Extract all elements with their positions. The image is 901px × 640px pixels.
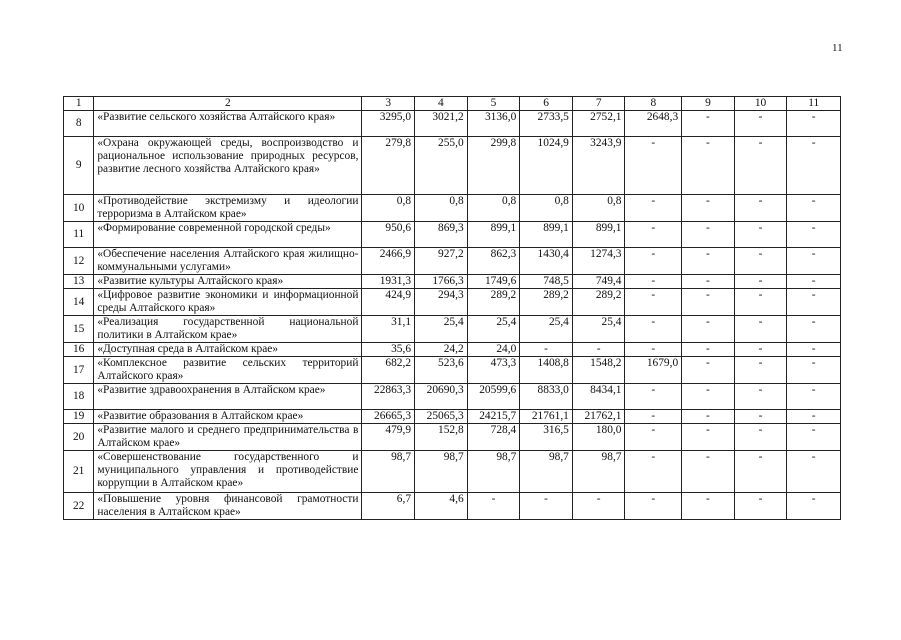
row-number: 10: [64, 195, 94, 222]
value-cell: -: [734, 289, 787, 316]
value-cell: 473,3: [467, 357, 520, 384]
table-row: [64, 451, 841, 493]
table-row: [64, 111, 841, 137]
value-cell: 35,6: [362, 343, 415, 357]
value-cell: 255,0: [415, 137, 468, 195]
header-row: [64, 97, 841, 111]
value-cell: 2648,3: [625, 111, 682, 137]
header-cell: 1: [64, 97, 94, 111]
value-cell: -: [787, 424, 841, 451]
value-cell: 98,7: [362, 451, 415, 493]
value-cell: 1408,8: [520, 357, 573, 384]
value-cell: 0,8: [415, 195, 468, 222]
value-cell: 25,4: [572, 316, 625, 343]
table-row: [64, 222, 841, 248]
value-cell: -: [625, 316, 682, 343]
value-cell: 289,2: [467, 289, 520, 316]
value-cell: 899,1: [520, 222, 573, 248]
header-cell: 9: [682, 97, 735, 111]
program-name: «Противодействие экстремизму и идеологии терроризма в Алтайском крае»: [94, 195, 362, 222]
value-cell: -: [734, 451, 787, 493]
value-cell: -: [625, 222, 682, 248]
value-cell: -: [787, 451, 841, 493]
value-cell: -: [625, 424, 682, 451]
value-cell: -: [625, 410, 682, 424]
value-cell: 424,9: [362, 289, 415, 316]
value-cell: 294,3: [415, 289, 468, 316]
value-cell: 3295,0: [362, 111, 415, 137]
header-cell: 8: [625, 97, 682, 111]
value-cell: -: [787, 289, 841, 316]
value-cell: -: [734, 343, 787, 357]
row-number: 19: [64, 410, 94, 424]
value-cell: 289,2: [572, 289, 625, 316]
value-cell: 31,1: [362, 316, 415, 343]
header-cell: 2: [94, 97, 362, 111]
value-cell: -: [682, 410, 735, 424]
value-cell: 899,1: [467, 222, 520, 248]
row-number: 16: [64, 343, 94, 357]
value-cell: 180,0: [572, 424, 625, 451]
value-cell: -: [520, 343, 573, 357]
value-cell: 25,4: [467, 316, 520, 343]
table-row: [64, 289, 841, 316]
value-cell: 927,2: [415, 248, 468, 275]
value-cell: -: [734, 195, 787, 222]
table-row: [64, 410, 841, 424]
header-cell: 7: [572, 97, 625, 111]
row-number: 11: [64, 222, 94, 248]
value-cell: 6,7: [362, 493, 415, 520]
value-cell: -: [734, 111, 787, 137]
value-cell: 152,8: [415, 424, 468, 451]
value-cell: 3136,0: [467, 111, 520, 137]
value-cell: -: [734, 410, 787, 424]
row-number: 15: [64, 316, 94, 343]
value-cell: 26665,3: [362, 410, 415, 424]
program-name: «Повышение уровня финансовой грамотности населения в Алтайском крае»: [94, 493, 362, 520]
row-number: 21: [64, 451, 94, 493]
value-cell: -: [787, 195, 841, 222]
value-cell: 1274,3: [572, 248, 625, 275]
value-cell: 21762,1: [572, 410, 625, 424]
value-cell: -: [682, 195, 735, 222]
page-number: 11: [832, 42, 843, 54]
header-cell: 6: [520, 97, 573, 111]
table-row: [64, 275, 841, 289]
value-cell: 2466,9: [362, 248, 415, 275]
value-cell: -: [682, 343, 735, 357]
value-cell: 20599,6: [467, 384, 520, 410]
value-cell: 1430,4: [520, 248, 573, 275]
value-cell: 8833,0: [520, 384, 573, 410]
value-cell: -: [625, 195, 682, 222]
value-cell: 1548,2: [572, 357, 625, 384]
program-name: «Развитие здравоохранения в Алтайском крае»: [94, 384, 362, 410]
header-cell: 10: [734, 97, 787, 111]
value-cell: -: [787, 222, 841, 248]
row-number: 13: [64, 275, 94, 289]
value-cell: -: [787, 316, 841, 343]
value-cell: -: [682, 289, 735, 316]
value-cell: -: [734, 275, 787, 289]
row-number: 12: [64, 248, 94, 275]
value-cell: 728,4: [467, 424, 520, 451]
value-cell: -: [682, 384, 735, 410]
value-cell: 1766,3: [415, 275, 468, 289]
program-name: «Развитие образования в Алтайском крае»: [94, 410, 362, 424]
table-row: [64, 384, 841, 410]
value-cell: -: [625, 343, 682, 357]
program-name: «Комплексное развитие сельских территорий Алтайского края»: [94, 357, 362, 384]
value-cell: 749,4: [572, 275, 625, 289]
row-number: 20: [64, 424, 94, 451]
value-cell: -: [625, 384, 682, 410]
value-cell: -: [734, 222, 787, 248]
row-number: 9: [64, 137, 94, 195]
value-cell: -: [572, 343, 625, 357]
value-cell: -: [734, 248, 787, 275]
value-cell: 24,0: [467, 343, 520, 357]
value-cell: -: [734, 493, 787, 520]
value-cell: 299,8: [467, 137, 520, 195]
value-cell: -: [787, 248, 841, 275]
value-cell: 98,7: [520, 451, 573, 493]
value-cell: -: [682, 424, 735, 451]
value-cell: -: [625, 248, 682, 275]
value-cell: 21761,1: [520, 410, 573, 424]
program-name: «Доступная среда в Алтайском крае»: [94, 343, 362, 357]
value-cell: 523,6: [415, 357, 468, 384]
value-cell: 0,8: [362, 195, 415, 222]
value-cell: -: [572, 493, 625, 520]
value-cell: -: [625, 451, 682, 493]
value-cell: -: [787, 343, 841, 357]
program-name: «Реализация государственной национальной политики в Алтайском крае»: [94, 316, 362, 343]
row-number: 8: [64, 111, 94, 137]
table-row: [64, 316, 841, 343]
value-cell: -: [682, 137, 735, 195]
value-cell: 748,5: [520, 275, 573, 289]
value-cell: 25065,3: [415, 410, 468, 424]
table-row: [64, 357, 841, 384]
value-cell: -: [787, 384, 841, 410]
value-cell: 2733,5: [520, 111, 573, 137]
value-cell: -: [734, 424, 787, 451]
program-name: «Охрана окружающей среды, воспроизводство и рациональное использование природных ресурсов, развитие лесного хозяйства Алтайского края»: [94, 137, 362, 195]
value-cell: -: [734, 137, 787, 195]
value-cell: -: [682, 493, 735, 520]
value-cell: 0,8: [520, 195, 573, 222]
value-cell: 22863,3: [362, 384, 415, 410]
table-row: [64, 493, 841, 520]
value-cell: -: [734, 357, 787, 384]
header-cell: 11: [787, 97, 841, 111]
row-number: 14: [64, 289, 94, 316]
value-cell: -: [682, 222, 735, 248]
value-cell: -: [787, 111, 841, 137]
value-cell: 950,6: [362, 222, 415, 248]
value-cell: 316,5: [520, 424, 573, 451]
header-cell: 4: [415, 97, 468, 111]
program-name: «Развитие культуры Алтайского края»: [94, 275, 362, 289]
value-cell: -: [467, 493, 520, 520]
value-cell: -: [682, 111, 735, 137]
value-cell: 24215,7: [467, 410, 520, 424]
value-cell: 24,2: [415, 343, 468, 357]
table-row: [64, 137, 841, 195]
value-cell: 279,8: [362, 137, 415, 195]
value-cell: 98,7: [467, 451, 520, 493]
value-cell: 98,7: [415, 451, 468, 493]
table-row: [64, 343, 841, 357]
program-funding-table: [63, 96, 841, 520]
value-cell: -: [682, 275, 735, 289]
program-name: «Цифровое развитие экономики и информационной среды Алтайского края»: [94, 289, 362, 316]
program-name: «Обеспечение населения Алтайского края жилищно-коммунальными услугами»: [94, 248, 362, 275]
value-cell: 4,6: [415, 493, 468, 520]
row-number: 17: [64, 357, 94, 384]
value-cell: 1931,3: [362, 275, 415, 289]
header-cell: 3: [362, 97, 415, 111]
value-cell: 1024,9: [520, 137, 573, 195]
value-cell: 899,1: [572, 222, 625, 248]
value-cell: -: [625, 275, 682, 289]
value-cell: 20690,3: [415, 384, 468, 410]
value-cell: -: [787, 493, 841, 520]
table-row: [64, 424, 841, 451]
value-cell: 0,8: [572, 195, 625, 222]
value-cell: 1749,6: [467, 275, 520, 289]
value-cell: -: [682, 316, 735, 343]
value-cell: 869,3: [415, 222, 468, 248]
row-number: 18: [64, 384, 94, 410]
value-cell: 3243,9: [572, 137, 625, 195]
value-cell: -: [734, 316, 787, 343]
table-row: [64, 195, 841, 222]
row-number: 22: [64, 493, 94, 520]
value-cell: -: [787, 357, 841, 384]
program-name: «Развитие сельского хозяйства Алтайского края»: [94, 111, 362, 137]
value-cell: -: [787, 410, 841, 424]
value-cell: 289,2: [520, 289, 573, 316]
value-cell: 25,4: [520, 316, 573, 343]
value-cell: 8434,1: [572, 384, 625, 410]
header-cell: 5: [467, 97, 520, 111]
value-cell: 0,8: [467, 195, 520, 222]
value-cell: -: [520, 493, 573, 520]
value-cell: 862,3: [467, 248, 520, 275]
value-cell: -: [787, 137, 841, 195]
value-cell: 479,9: [362, 424, 415, 451]
value-cell: -: [625, 137, 682, 195]
value-cell: -: [682, 248, 735, 275]
program-name: «Совершенствование государственного и муниципального управления и противодействие коррупции в Алтайском крае»: [94, 451, 362, 493]
table-row: [64, 248, 841, 275]
program-name: «Развитие малого и среднего предпринимательства в Алтайском крае»: [94, 424, 362, 451]
value-cell: 98,7: [572, 451, 625, 493]
value-cell: -: [625, 493, 682, 520]
value-cell: -: [682, 451, 735, 493]
value-cell: -: [625, 289, 682, 316]
program-name: «Формирование современной городской среды»: [94, 222, 362, 248]
value-cell: 682,2: [362, 357, 415, 384]
value-cell: -: [734, 384, 787, 410]
value-cell: -: [787, 275, 841, 289]
value-cell: 2752,1: [572, 111, 625, 137]
value-cell: -: [682, 357, 735, 384]
value-cell: 1679,0: [625, 357, 682, 384]
value-cell: 3021,2: [415, 111, 468, 137]
value-cell: 25,4: [415, 316, 468, 343]
